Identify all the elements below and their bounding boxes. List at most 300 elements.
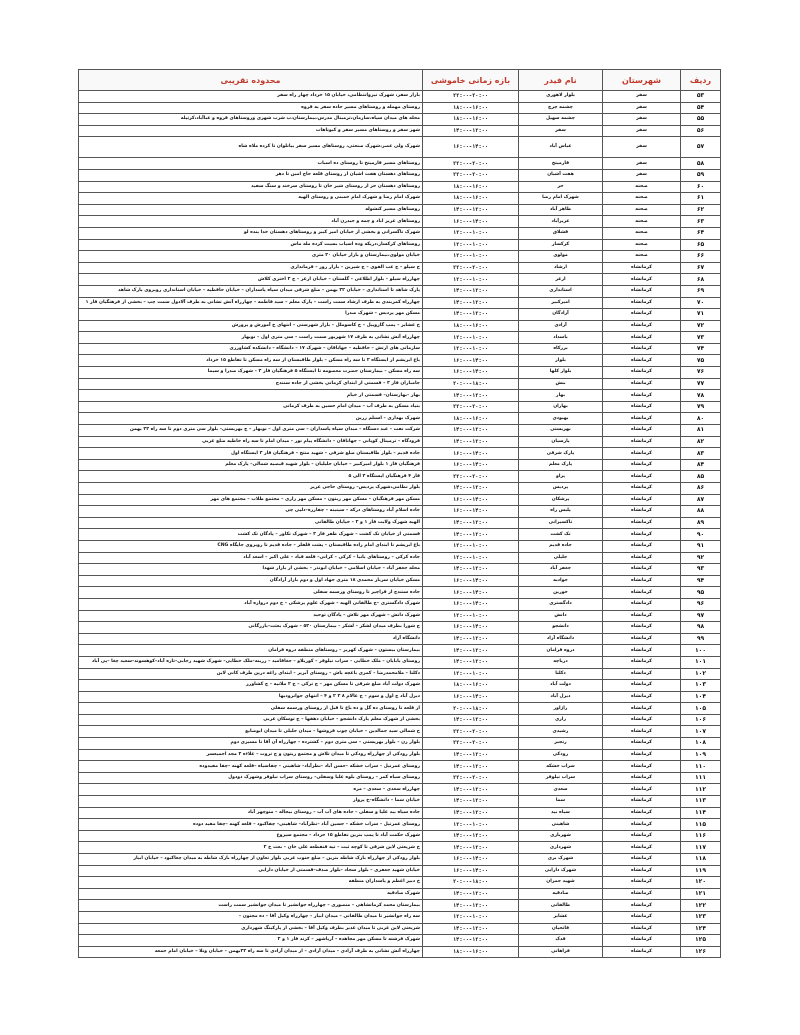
area-cell: خیابان مولوی،بیمارستان و بازار خیابان ۲۰ متری — [79, 251, 423, 263]
header-feeder: نام فیدر — [519, 70, 603, 91]
time-range-cell: ۱۲:۰۰-۱۰:۰۰ — [423, 668, 519, 680]
time-range-cell: ۲۰:۰۰-۱۸:۰۰ — [423, 378, 519, 390]
time-range-cell: ۲۲:۰۰-۲۰:۰۰ — [423, 158, 519, 170]
feeder-cell: شهید جمران — [519, 877, 603, 889]
time-range-cell: ۱۴:۰۰-۱۲:۰۰ — [423, 842, 519, 854]
row-number-cell: ۶۷ — [681, 262, 721, 274]
table-row — [79, 483, 721, 495]
city-cell: کرمانشاه — [603, 772, 681, 784]
table-row — [79, 227, 721, 239]
table-row — [79, 367, 721, 379]
table-row — [79, 691, 721, 703]
area-cell: روستای سیاه کمر – روستای بلوه علیا وسفلی– روستای سراب نیلوفر وشهرک دودول — [79, 772, 423, 784]
feeder-cell: شهربازی — [519, 830, 603, 842]
row-number-cell: ۱۰۳ — [681, 680, 721, 692]
city-cell: صحنه — [603, 181, 681, 193]
time-range-cell: ۱۸:۰۰-۱۶:۰۰ — [423, 193, 519, 205]
table-row — [79, 401, 721, 413]
row-number-cell: ۱۱۲ — [681, 784, 721, 796]
table-row — [79, 830, 721, 842]
feeder-cell: جلیلی — [519, 552, 603, 564]
time-range-cell: ۱۲:۰۰-۱۰:۰۰ — [423, 251, 519, 263]
area-cell: سه راه مسکن – بیمارستان حضرت معصومه تا ایستگاه ۵ فرهنگیان فاز ۳ – شهرک صدرا و سیما — [79, 367, 423, 379]
row-number-cell: ۱۱۵ — [681, 819, 721, 831]
table-row — [79, 796, 721, 808]
feeder-cell: شهرداری — [519, 842, 603, 854]
time-range-cell: ۲۲:۰۰-۲۰:۰۰ — [423, 726, 519, 738]
feeder-cell: سراب خشکه — [519, 761, 603, 773]
feeder-cell: فراهانی — [519, 946, 603, 958]
area-cell: خ شمالی سید جمالدین – خیابان چوپ فروشها – میدان جلیلی تا میدان ابوضایع — [79, 726, 423, 738]
area-cell: خ دبیر اعظم و پاسداران منطقه — [79, 877, 423, 889]
city-cell: کرمانشاه — [603, 529, 681, 541]
city-cell: کرمانشاه — [603, 935, 681, 947]
table-row — [79, 842, 721, 854]
area-cell: جاده اسلام آباد روستاهای درکه – سینینه – چقاززه–دلپی چی — [79, 506, 423, 518]
header-city: شهرستان — [603, 70, 681, 91]
row-number-cell: ۱۱۳ — [681, 796, 721, 808]
table-row — [79, 181, 721, 193]
feeder-cell: سیاه بید — [519, 807, 603, 819]
row-number-cell: ۱۱۹ — [681, 865, 721, 877]
feeder-cell: پارسیان — [519, 436, 603, 448]
area-cell: باغ ابریشم تا ابتدای امام زاده طاقبستان – پشت فلفلر – جاده قدیم تا روبروی جایگاه CNG — [79, 540, 423, 552]
area-cell: شهرک بهداری – اسنلم زرین — [79, 413, 423, 425]
area-cell: ج سیلو – ج عب القوی – ج شیرین – بازار روز – فرمانداری — [79, 262, 423, 274]
city-cell: کرمانشاه — [603, 552, 681, 564]
table-row — [79, 749, 721, 761]
row-number-cell: ۸۲ — [681, 436, 721, 448]
feeder-cell: بلوار کلها — [519, 367, 603, 379]
time-range-cell: ۱۴:۰۰-۱۲:۰۰ — [423, 645, 519, 657]
city-cell: کرمانشاه — [603, 401, 681, 413]
feeder-cell: فاتحیان — [519, 923, 603, 935]
city-cell: صحنه — [603, 216, 681, 228]
table-row — [79, 598, 721, 610]
row-number-cell: ۱۰۰ — [681, 645, 721, 657]
time-range-cell: ۱۶:۰۰-۱۴:۰۰ — [423, 575, 519, 587]
area-cell: روستاهای دهستان حر از روستای شیر خان تا روستای سرخند و سنگ سفید — [79, 181, 423, 193]
area-cell: چهارراه سعدی – سعدی – مزه — [79, 784, 423, 796]
area-cell: بلوار نظامی،شهرک پردیس– روستای حاجی عزیز — [79, 483, 423, 495]
table-row — [79, 114, 721, 126]
row-number-cell: ۱۰۱ — [681, 656, 721, 668]
area-cell: شهرک فرشته تا مسکن مهر مجاهده – آریاشهر – کرند فاز ۱ و ۲ — [79, 935, 423, 947]
area-cell: بنیاد مسکن به طرف آب – میدان امام حسین به طرف کرمانی — [79, 401, 423, 413]
area-cell: روستاهای مسیر قارمیتخ تا روستای ده اسباب — [79, 158, 423, 170]
area-cell: دکلتا – ملامحمدرضا – کمری باغچه باش – روستای آبریز – ابتدای زاغه درین طرف کانی لاین — [79, 668, 423, 680]
outage-schedule-sheet — [78, 69, 721, 958]
area-cell: بهار –بهارستان– قسمتی از خیام — [79, 390, 423, 402]
table-row — [79, 251, 721, 263]
time-range-cell: ۱۴:۰۰-۱۲:۰۰ — [423, 714, 519, 726]
time-range-cell: ۱۴:۰۰-۱۲:۰۰ — [423, 285, 519, 297]
row-number-cell: ۵۹ — [681, 169, 721, 181]
city-cell: کرمانشاه — [603, 343, 681, 355]
table-row — [79, 900, 721, 912]
time-range-cell: ۲۲:۰۰-۲۰:۰۰ — [423, 471, 519, 483]
feeder-cell: پلیس راه — [519, 506, 603, 518]
area-cell: شهرک ناگسرانی و بخشی از خیابان امیر کبیر و روستاهای دهستان خدا بنده لو — [79, 227, 423, 239]
table-row — [79, 193, 721, 205]
city-cell: کرمانشاه — [603, 564, 681, 576]
feeder-cell: شهرک بری — [519, 854, 603, 866]
city-cell: کرمانشاه — [603, 784, 681, 796]
area-cell: جاده سیاه بید علیا و سفلی – جاده های آب آب – روستای بیجاله – منوچهر آباد — [79, 807, 423, 819]
feeder-cell: آزادی — [519, 320, 603, 332]
time-range-cell: ۱۴:۰۰-۱۲:۰۰ — [423, 633, 519, 645]
row-number-cell: ۶۱ — [681, 193, 721, 205]
city-cell: کرمانشاه — [603, 761, 681, 773]
time-range-cell: ۱۶:۰۰-۱۴:۰۰ — [423, 137, 519, 158]
row-number-cell: ۷۵ — [681, 355, 721, 367]
time-range-cell: ۱۴:۰۰-۱۲:۰۰ — [423, 935, 519, 947]
feeder-cell: بهبودی — [519, 413, 603, 425]
feeder-cell: راژاور — [519, 703, 603, 715]
city-cell: کرمانشاه — [603, 749, 681, 761]
row-number-cell: ۶۸ — [681, 274, 721, 286]
row-number-cell: ۹۶ — [681, 598, 721, 610]
area-cell: شهرک دانش – شهرک مهر تلاش – پادگان توحید — [79, 610, 423, 622]
row-number-cell: ۶۰ — [681, 181, 721, 193]
city-cell: کرمانشاه — [603, 691, 681, 703]
table-row — [79, 656, 721, 668]
table-row — [79, 587, 721, 599]
area-cell: جاده سنندج از قراچیر تا روستای ورسمه سفلی — [79, 587, 423, 599]
feeder-cell: باسداد — [519, 332, 603, 344]
city-cell: کرمانشاه — [603, 900, 681, 912]
feeder-cell: پزشکان — [519, 494, 603, 506]
row-number-cell: ۱۱۴ — [681, 807, 721, 819]
table-row — [79, 274, 721, 286]
table-row — [79, 738, 721, 750]
city-cell: صحنه — [603, 239, 681, 251]
time-range-cell: ۲۲:۰۰-۲۰:۰۰ — [423, 91, 519, 103]
feeder-cell: دانشجو — [519, 622, 603, 634]
area-cell: جاده قدیم – بلوار طاقبستان ضلع شرقی – شهید منتج – فرهنگیان فاز ۳ ایستگاه اول — [79, 448, 423, 460]
row-number-cell: ۶۵ — [681, 239, 721, 251]
city-cell: کرمانشاه — [603, 819, 681, 831]
row-number-cell: ۱۲۳ — [681, 911, 721, 923]
area-cell: فرهنگیان فاز ۱ بلوار امیرکبیر – خیابان جلیلیان – بلوار شهید قیصیه شمالی– پارک معلم — [79, 459, 423, 471]
city-cell: کرمانشاه — [603, 842, 681, 854]
table-row — [79, 552, 721, 564]
area-cell: سه راه جوانشیر تا میدان طالقانی – میدان ابیاز – چهارراه وکیل آقا – ده مجنون – — [79, 911, 423, 923]
table-row — [79, 425, 721, 437]
time-range-cell: ۱۶:۰۰-۱۴:۰۰ — [423, 854, 519, 866]
row-number-cell: ۹۸ — [681, 622, 721, 634]
feeder-cell: سما — [519, 796, 603, 808]
time-range-cell: ۱۴:۰۰-۱۲:۰۰ — [423, 564, 519, 576]
table-row — [79, 714, 721, 726]
feeder-cell: دروه فرامان — [519, 645, 603, 657]
city-cell: کرمانشاه — [603, 575, 681, 587]
city-cell: سقز — [603, 169, 681, 181]
feeder-cell: سعدی — [519, 784, 603, 796]
area-cell: محله جعفر آباد – خیابان اسلامی – خیابان ابونذر – بخشی از بازار شهدا — [79, 564, 423, 576]
feeder-cell: مولوی — [519, 251, 603, 263]
table-row — [79, 204, 721, 216]
row-number-cell: ۱۲۵ — [681, 935, 721, 947]
row-number-cell: ۱۱۷ — [681, 842, 721, 854]
feeder-cell: پراو — [519, 471, 603, 483]
row-number-cell: ۵۷ — [681, 137, 721, 158]
table-row — [79, 517, 721, 529]
row-number-cell: ۸۳ — [681, 448, 721, 460]
feeder-cell: عشایر — [519, 911, 603, 923]
area-cell: ج شورا بطرف میدان لشکر – لشکر – بیمارستان ۵۲۰ – شهرک بعثت–بازرگانی — [79, 622, 423, 634]
feeder-cell: دیزل آباد — [519, 691, 603, 703]
time-range-cell: ۲۲:۰۰-۲۰:۰۰ — [423, 401, 519, 413]
city-cell: کرمانشاه — [603, 413, 681, 425]
feeder-cell: شاهینی — [519, 819, 603, 831]
row-number-cell: ۷۹ — [681, 401, 721, 413]
row-number-cell: ۹۳ — [681, 564, 721, 576]
city-cell: کرمانشاه — [603, 587, 681, 599]
time-range-cell: ۱۶:۰۰-۱۴:۰۰ — [423, 865, 519, 877]
time-range-cell: ۱۲:۰۰-۱۰:۰۰ — [423, 343, 519, 355]
table-row — [79, 668, 721, 680]
area-cell: بیمارستان بیستون – شهرک کهریز – روستاهای منطقه دروه فرامان — [79, 645, 423, 657]
area-cell: چهارراه کمربندی به طرف ارشاد سمت راست – پارک معلم – سید فاطمه – چهارراه آتش نشانی به طرف آلادول سمت چپ – بخشی از فرهنگیان فاز ۱ — [79, 297, 423, 309]
area-cell: سازمانی های ارتش – حافظیه – جهاناقان – شهرک ۱۷ – دانشگاه – دانشکده کشاورزی — [79, 343, 423, 355]
row-number-cell: ۷۳ — [681, 332, 721, 344]
feeder-cell: رازی — [519, 714, 603, 726]
area-cell: روستاهای عزیز اباد و چمه و حیدرن آباد — [79, 216, 423, 228]
time-range-cell: ۱۴:۰۰-۱۲:۰۰ — [423, 204, 519, 216]
city-cell: کرمانشاه — [603, 911, 681, 923]
city-cell: کرمانشاه — [603, 436, 681, 448]
row-number-cell: ۶۳ — [681, 216, 721, 228]
time-range-cell: ۱۴:۰۰-۱۲:۰۰ — [423, 309, 519, 321]
city-cell: کرمانشاه — [603, 854, 681, 866]
time-range-cell: ۱۲:۰۰-۱۰:۰۰ — [423, 540, 519, 552]
row-number-cell: ۱۱۰ — [681, 761, 721, 773]
city-cell: سقز — [603, 137, 681, 158]
row-number-cell: ۱۰۹ — [681, 749, 721, 761]
table-row — [79, 158, 721, 170]
time-range-cell: ۱۴:۰۰-۱۲:۰۰ — [423, 749, 519, 761]
row-number-cell: ۱۱۱ — [681, 772, 721, 784]
table-body — [79, 91, 721, 958]
feeder-cell: رودکی — [519, 749, 603, 761]
city-cell: کرمانشاه — [603, 448, 681, 460]
area-cell: فرودگاه – ترمینال کوپانی – جهاناقان – دانشگاه پیام نور – میدان امام تا سه راه خاطیه ضلع غربی — [79, 436, 423, 448]
area-cell: روستای عمرنیل – سراب خشکه – حسین آباد –نظرآباد– شاهینی– چقاکبود – قلعه کهنه –چقا مفید دوده — [79, 819, 423, 831]
feeder-cell: شهرک دارایی — [519, 865, 603, 877]
time-range-cell: ۱۸:۰۰-۱۶:۰۰ — [423, 181, 519, 193]
table-row — [79, 471, 721, 483]
area-cell: دیزل آباد ج اول و سوم – ج عالام ۸ ۳ ۲ و ۴ – انتهای جوانرودیها — [79, 691, 423, 703]
table-row — [79, 854, 721, 866]
row-number-cell: ۷۶ — [681, 367, 721, 379]
feeder-cell: استانداری — [519, 285, 603, 297]
time-range-cell: ۲۰:۰۰-۱۸:۰۰ — [423, 703, 519, 715]
feeder-cell: چشمه چرچ — [519, 102, 603, 114]
row-number-cell: ۵۸ — [681, 158, 721, 170]
table-row — [79, 378, 721, 390]
row-number-cell: ۶۶ — [681, 251, 721, 263]
table-row — [79, 911, 721, 923]
time-range-cell: ۱۴:۰۰-۱۲:۰۰ — [423, 483, 519, 495]
feeder-cell: جعفر آباد — [519, 564, 603, 576]
table-header-row — [79, 70, 721, 91]
table-row — [79, 390, 721, 402]
feeder-cell: ارشاد — [519, 262, 603, 274]
feeder-cell: پردیس — [519, 483, 603, 495]
table-row — [79, 784, 721, 796]
time-range-cell: ۱۶:۰۰-۱۴:۰۰ — [423, 448, 519, 460]
area-cell: روستای بابایان – ملک خطایی – سراب نیلوفر – کوریلاو – جغاقامید – زرینه–ملک خطایی– شهرک شهید رجایی–تازه آباد–کوهسوند–سعید چغا –پی آباد — [79, 656, 423, 668]
table-row — [79, 946, 721, 958]
area-cell: چهارراه آتش نشانی به طرف ۱۷ شهریور سمت راست – سی متری اول – نوبهار — [79, 332, 423, 344]
city-cell: کرمانشاه — [603, 320, 681, 332]
time-range-cell: ۱۴:۰۰-۱۲:۰۰ — [423, 830, 519, 842]
table-row — [79, 297, 721, 309]
feeder-cell: قارمیتخ — [519, 158, 603, 170]
row-number-cell: ۷۸ — [681, 390, 721, 402]
city-cell: کرمانشاه — [603, 309, 681, 321]
area-cell: خ شریعتی لاین شرقی تا کوچه ثبت – تپه قنقطعه علی خان – بعث خ ۲ — [79, 842, 423, 854]
time-range-cell: ۱۴:۰۰-۱۲:۰۰ — [423, 390, 519, 402]
table-row — [79, 935, 721, 947]
row-number-cell: ۶۹ — [681, 285, 721, 297]
table-row — [79, 91, 721, 103]
time-range-cell: ۱۸:۰۰-۱۶:۰۰ — [423, 413, 519, 425]
city-cell: کرمانشاه — [603, 738, 681, 750]
time-range-cell: ۱۶:۰۰-۱۴:۰۰ — [423, 216, 519, 228]
table-row — [79, 169, 721, 181]
city-cell: کرمانشاه — [603, 923, 681, 935]
table-row — [79, 761, 721, 773]
area-cell: روستای مهمله و روستاهای مسیر جاده سقز به قروه — [79, 102, 423, 114]
feeder-cell: رنجبر — [519, 738, 603, 750]
feeder-cell: رشیدی — [519, 726, 603, 738]
time-range-cell: ۲۲:۰۰-۲۰:۰۰ — [423, 169, 519, 181]
city-cell: کرمانشاه — [603, 274, 681, 286]
time-range-cell: ۲۲:۰۰-۲۰:۰۰ — [423, 262, 519, 274]
city-cell: صحنه — [603, 227, 681, 239]
city-cell: کرمانشاه — [603, 830, 681, 842]
feeder-cell: پارک شرقی — [519, 448, 603, 460]
time-range-cell: ۱۴:۰۰-۱۲:۰۰ — [423, 436, 519, 448]
row-number-cell: ۸۸ — [681, 506, 721, 518]
area-cell: شهرک حکمت آباد تا پمپ بنزین تقاطع ۱۵ خرداد – مجتمع سیروع — [79, 830, 423, 842]
feeder-cell: پارک معلم — [519, 459, 603, 471]
row-number-cell: ۵۶ — [681, 125, 721, 137]
area-cell: دانشگاه آزاد — [79, 633, 423, 645]
feeder-cell: جوادیه — [519, 575, 603, 587]
feeder-cell: سقز — [519, 125, 603, 137]
row-number-cell: ۵۵ — [681, 114, 721, 126]
row-number-cell: ۷۴ — [681, 343, 721, 355]
row-number-cell: ۸۶ — [681, 483, 721, 495]
time-range-cell: ۱۶:۰۰-۱۴:۰۰ — [423, 355, 519, 367]
row-number-cell: ۸۵ — [681, 471, 721, 483]
row-number-cell: ۶۲ — [681, 204, 721, 216]
row-number-cell: ۷۷ — [681, 378, 721, 390]
area-cell: چهارراه آتش نشانی به طرف آزادی – میدان آزادی – از میدان آزادی تا سه راه ۲۲بهمن – خیابان ونلا – خیابان امام جمعه — [79, 946, 423, 958]
area-cell: روستاهای کرکسار،دریکه وده اسیاب بسبت کرده مله ماس — [79, 239, 423, 251]
city-cell: صحنه — [603, 251, 681, 263]
table-row — [79, 137, 721, 158]
row-number-cell: ۹۹ — [681, 633, 721, 645]
area-cell: محله های میدان سپاه،سازمان،ترمینال مدرس،بیمارستان،ب شرب شهری وروستاهای قروه و عباآباد،کرتپله — [79, 114, 423, 126]
feeder-cell: بهاران — [519, 401, 603, 413]
city-cell: کرمانشاه — [603, 332, 681, 344]
feeder-cell: عباس آباد — [519, 137, 603, 158]
time-range-cell: ۱۸:۰۰-۱۶:۰۰ — [423, 680, 519, 692]
city-cell: کرمانشاه — [603, 297, 681, 309]
feeder-cell: آزادگان — [519, 309, 603, 321]
table-row — [79, 343, 721, 355]
table-row — [79, 355, 721, 367]
table-row — [79, 888, 721, 900]
row-number-cell: ۱۰۷ — [681, 726, 721, 738]
time-range-cell: ۱۲:۰۰-۱۰:۰۰ — [423, 332, 519, 344]
row-number-cell: ۹۷ — [681, 610, 721, 622]
feeder-cell: بلوار — [519, 355, 603, 367]
table-row — [79, 239, 721, 251]
feeder-cell: ارغز — [519, 274, 603, 286]
time-range-cell: ۱۶:۰۰-۱۴:۰۰ — [423, 506, 519, 518]
feeder-cell: شهرک امام رضا — [519, 193, 603, 205]
row-number-cell: ۷۰ — [681, 297, 721, 309]
time-range-cell: ۱۴:۰۰-۱۲:۰۰ — [423, 656, 519, 668]
outage-schedule-table — [78, 69, 721, 958]
feeder-cell: جاده قدیم — [519, 540, 603, 552]
feeder-cell: فدک — [519, 935, 603, 947]
time-range-cell: ۱۲:۰۰-۱۰:۰۰ — [423, 610, 519, 622]
area-cell: مسکن خیابان سرباز محمدی ۱۸ متری جهاد اول و دوم بازار آزادگان — [79, 575, 423, 587]
feeder-cell: طالقانی — [519, 900, 603, 912]
table-row — [79, 703, 721, 715]
time-range-cell: ۱۸:۰۰-۱۶:۰۰ — [423, 320, 519, 332]
city-cell: صحنه — [603, 204, 681, 216]
area-cell: مسکن مهر پردیس – شهرک صدرا — [79, 309, 423, 321]
city-cell: کرمانشاه — [603, 668, 681, 680]
city-cell: کرمانشاه — [603, 633, 681, 645]
area-cell: فاز ۴ فرهنگیان ایستگاه ۳ الی ۵ — [79, 471, 423, 483]
table-row — [79, 262, 721, 274]
area-cell: شهرک دادگستری –ج طالقانی الهیه – شهرک علوم پزشکی – ج دوم دروازه آباد — [79, 598, 423, 610]
feeder-cell: دولت آباد — [519, 680, 603, 692]
row-number-cell: ۱۲۶ — [681, 946, 721, 958]
area-cell: خیابان شهید جعفری – بلوار سجاد –بلوار صدف–قسمتی از خیابان دارایی — [79, 865, 423, 877]
time-range-cell: ۱۴:۰۰-۱۲:۰۰ — [423, 888, 519, 900]
row-number-cell: ۸۴ — [681, 459, 721, 471]
city-cell: کرمانشاه — [603, 378, 681, 390]
feeder-cell: امیرکبیر — [519, 297, 603, 309]
city-cell: کرمانشاه — [603, 888, 681, 900]
area-cell: بازار سقز، شهرک نیروانتظامی، خیابان ۱۵ خرداد چهار راه سقز — [79, 91, 423, 103]
area-cell: چهارراه سیلو – بلوار اطلاعی – گلستان – خیابان ارغز – ج ۲ اختری کلاش — [79, 274, 423, 286]
area-cell: بلوار زن – بلوار بهزیستی – سی متری دوم – کشتزده – چهارراه آن آقا تا مسیری دوم — [79, 738, 423, 750]
row-number-cell: ۱۲۱ — [681, 888, 721, 900]
time-range-cell: ۱۴:۰۰-۱۲:۰۰ — [423, 517, 519, 529]
city-cell: کرمانشاه — [603, 865, 681, 877]
header-time: بازه زمانی خاموشی — [423, 70, 519, 91]
time-range-cell: ۱۲:۰۰-۱۰:۰۰ — [423, 819, 519, 831]
time-range-cell: ۲۰:۰۰-۱۸:۰۰ — [423, 877, 519, 889]
time-range-cell: ۱۴:۰۰-۱۲:۰۰ — [423, 529, 519, 541]
area-cell: قسمتی از خیابان تک کشت – شهرک ظفر فاز ۳ – شهرک تکاور – پادگان تک کشت — [79, 529, 423, 541]
table-row — [79, 575, 721, 587]
area-cell: از قلعه تا روستای ده گل و ده باغ تا قبل از روستای ورسمه سفلی — [79, 703, 423, 715]
feeder-cell: قشلاق — [519, 227, 603, 239]
city-cell: کرمانشاه — [603, 494, 681, 506]
row-number-cell: ۸۷ — [681, 494, 721, 506]
